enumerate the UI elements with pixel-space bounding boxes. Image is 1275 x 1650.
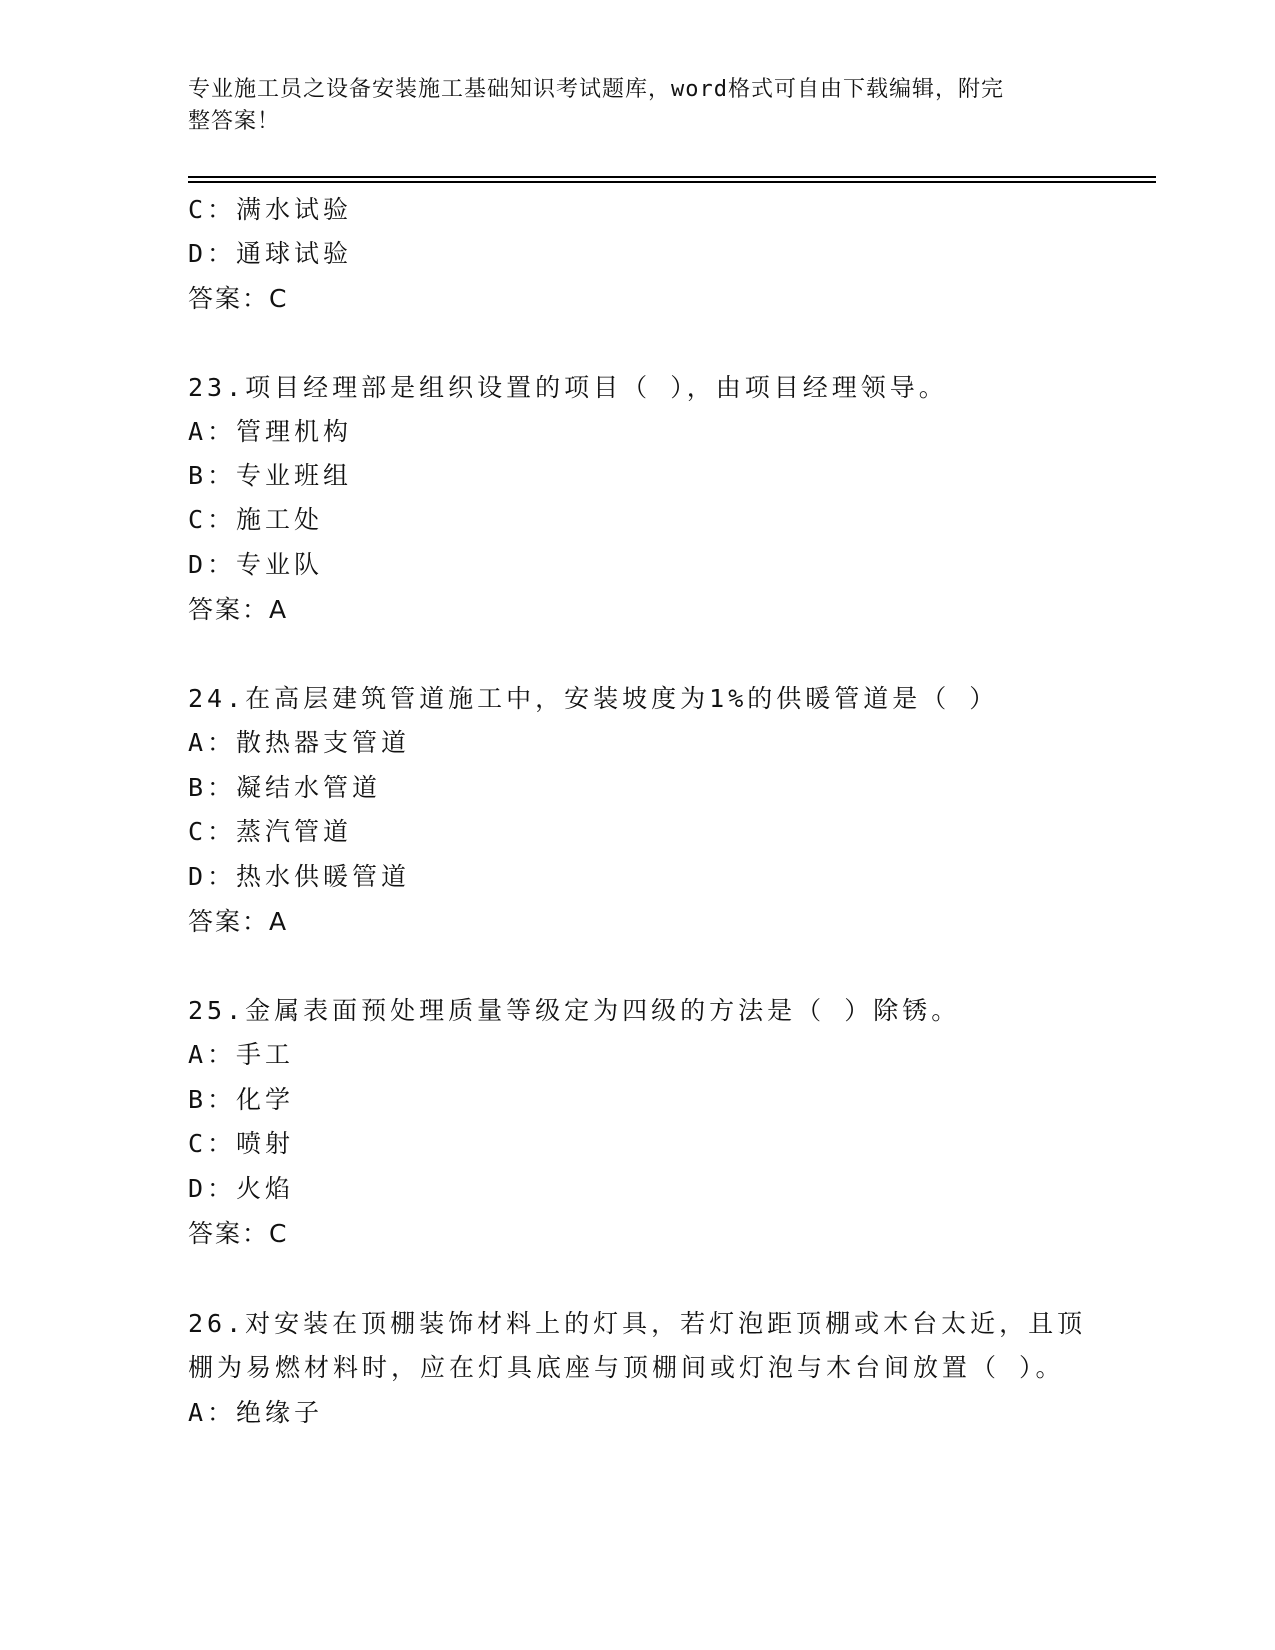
- header-line-2: 整答案！: [188, 109, 281, 134]
- q26-question-line-1: 26.对安装在顶棚装饰材料上的灯具，若灯泡距顶棚或木台太近，且顶: [188, 1309, 1087, 1338]
- q26-question-line-2: 棚为易燃材料时，应在灯具底座与顶棚间或灯泡与木台间放置（ ）。: [188, 1353, 1065, 1382]
- q26-option-a: A：绝缘子: [188, 1398, 324, 1427]
- q25-question: 25.金属表面预处理质量等级定为四级的方法是（ ）除锈。: [188, 996, 961, 1025]
- q23-option-d: D：专业队: [188, 550, 324, 579]
- q24-option-d: D：热水供暖管道: [188, 862, 411, 891]
- q23-option-c: C：施工处: [188, 505, 324, 534]
- header-rule-top: [188, 176, 1156, 178]
- q24-option-b: B：凝结水管道: [188, 773, 382, 802]
- document-header: [188, 74, 1068, 138]
- header-rule-bottom: [188, 181, 1156, 183]
- q23-option-b: B：专业班组: [188, 461, 353, 490]
- q24-option-a: A：散热器支管道: [188, 728, 411, 757]
- q25-option-d: D：火焰: [188, 1174, 295, 1203]
- q23-answer: 答案：A: [188, 595, 289, 624]
- q22-option-d: D：通球试验: [188, 239, 353, 268]
- q24-answer: 答案：A: [188, 907, 289, 936]
- header-line-1: 专业施工员之设备安装施工基础知识考试题库，word格式可自由下载编辑，附完: [188, 77, 1004, 102]
- q22-answer: 答案：C: [188, 284, 289, 313]
- q25-option-a: A：手工: [188, 1040, 295, 1069]
- q25-option-c: C：喷射: [188, 1129, 295, 1158]
- q22-option-c: C：满水试验: [188, 195, 353, 224]
- q23-option-a: A：管理机构: [188, 417, 353, 446]
- q25-option-b: B：化学: [188, 1085, 295, 1114]
- q25-answer: 答案：C: [188, 1219, 289, 1248]
- q24-option-c: C：蒸汽管道: [188, 817, 353, 846]
- q23-question: 23.项目经理部是组织设置的项目（ ），由项目经理领导。: [188, 373, 948, 402]
- q24-question: 24.在高层建筑管道施工中，安装坡度为1%的供暖管道是（ ）: [188, 684, 999, 713]
